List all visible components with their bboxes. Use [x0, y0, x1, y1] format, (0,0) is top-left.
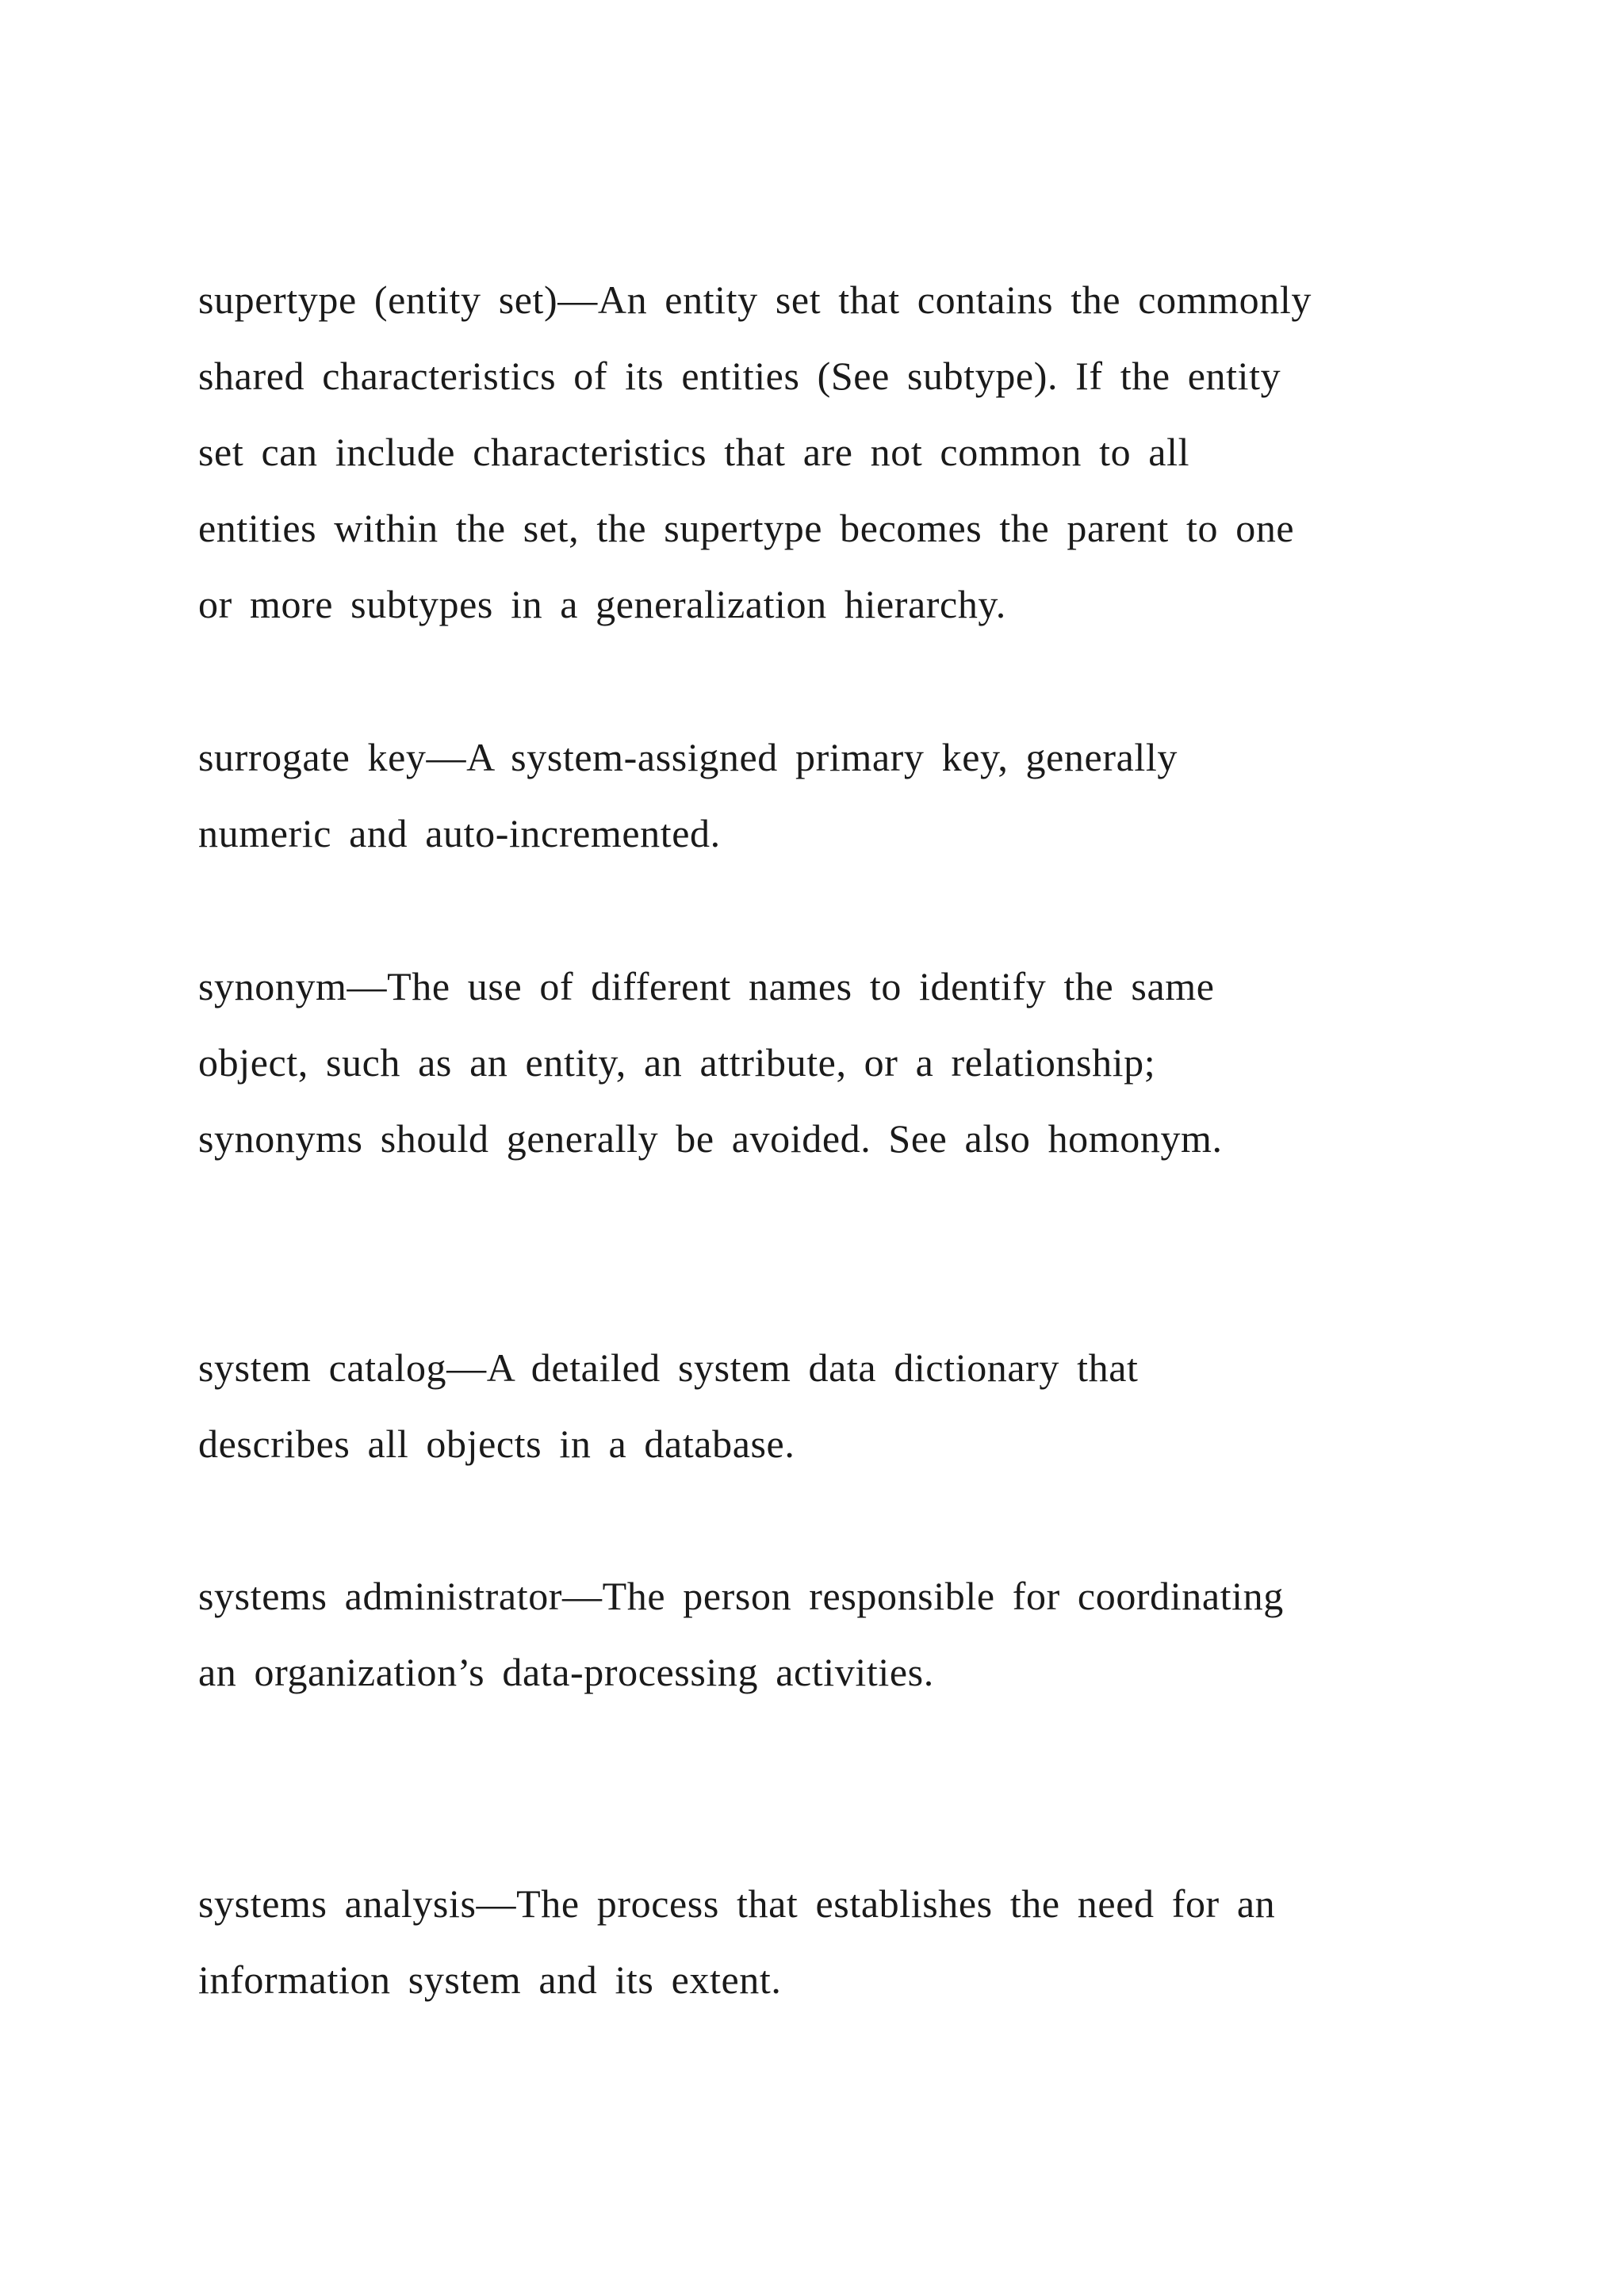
entry-line: entities within the set, the supertype becomes the parent to one	[198, 506, 1295, 550]
glossary-entry-synonym	[198, 948, 1467, 1177]
entry-line: numeric and auto-incremented.	[198, 811, 721, 855]
entry-line: describes all objects in a database.	[198, 1422, 795, 1466]
glossary-entry-surrogate-key	[198, 719, 1467, 871]
entry-line: synonym—The use of different names to identify the same	[198, 964, 1215, 1008]
glossary-entry-systems-analysis	[198, 1866, 1467, 2018]
entry-line: surrogate key—A system-assigned primary key, generally	[198, 735, 1178, 779]
entry-line: systems administrator—The person responsible for coordinating	[198, 1574, 1284, 1618]
glossary-entry-systems-administrator	[198, 1558, 1467, 1710]
entry-line: set can include characteristics that are not common to all	[198, 430, 1190, 474]
entry-line: information system and its extent.	[198, 1957, 782, 2002]
entry-line: systems analysis—The process that establishes the need for an	[198, 1881, 1276, 1926]
entry-line: or more subtypes in a generalization hierarchy.	[198, 582, 1006, 626]
entry-line: shared characteristics of its entities (See subtype). If the entity	[198, 354, 1281, 398]
entry-line: supertype (entity set)—An entity set that contains the commonly	[198, 277, 1312, 322]
glossary-entry-system-catalog	[198, 1330, 1467, 1482]
glossary-entry-supertype	[198, 262, 1467, 642]
entry-line: an organization’s data-processing activities.	[198, 1650, 934, 1694]
entry-line: system catalog—A detailed system data dictionary that	[198, 1345, 1139, 1390]
entry-line: object, such as an entity, an attribute, or a relationship;	[198, 1040, 1156, 1085]
entry-line: synonyms should generally be avoided. See also homonym.	[198, 1116, 1223, 1161]
